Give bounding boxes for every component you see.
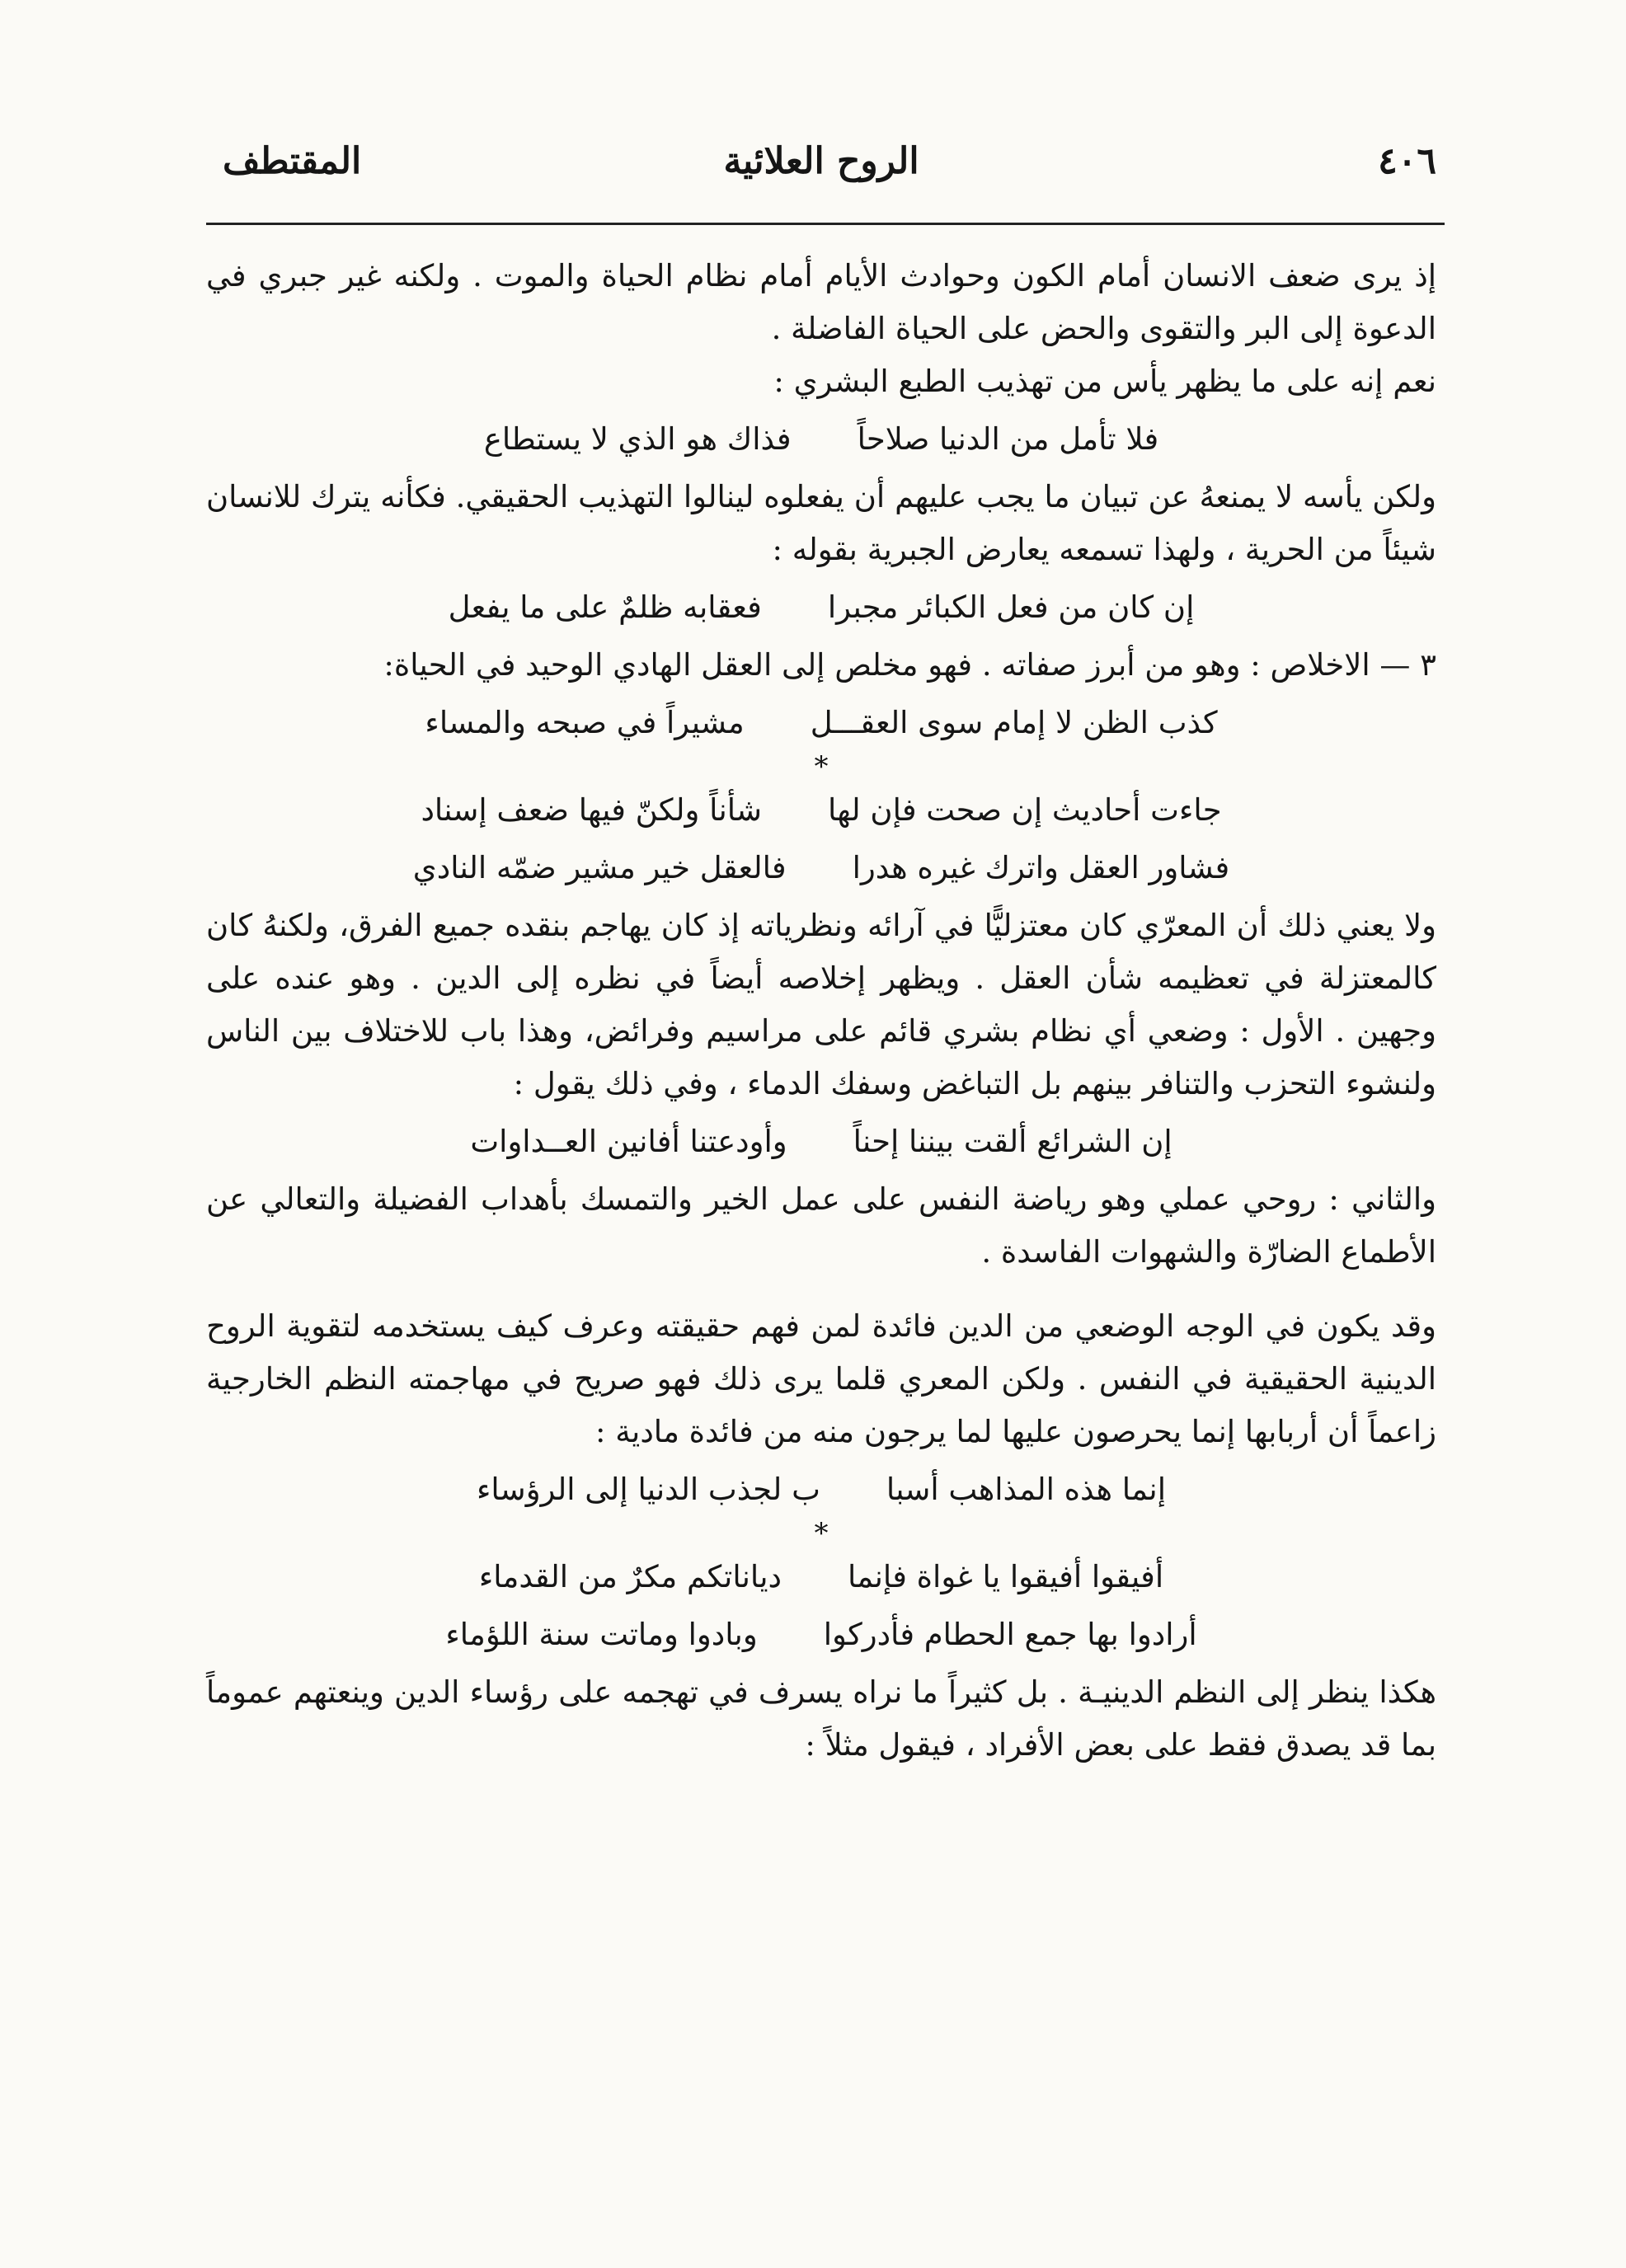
verse-line bbox=[206, 1551, 1436, 1604]
verse-second-hemistich: دياناتكم مكرٌ من القدماء bbox=[478, 1559, 782, 1594]
paragraph: هكذا ينظر إلى النظم الدينيـة . بل كثيراً ما نراه يسرف في تهجمه على رؤساء الدين وينعتهم عموماً بما قد يصدق فقط على بعض الأفراد ، فيقول مثلاً : bbox=[206, 1674, 1436, 1763]
paragraph: ولكن يأسه لا يمنعهُ عن تبيان ما يجب عليهم أن يفعلوه لينالوا التهذيب الحقيقي. فكأنه يترك للانسان شيئاً من الحرية ، ولهذا تسمعه يعارض الجبرية بقوله : bbox=[206, 479, 1436, 567]
verse-first-hemistich: كذب الظن لا إمام سوى العقـــل bbox=[810, 705, 1218, 740]
verse-line bbox=[206, 413, 1436, 466]
verse-first-hemistich: إن كان من فعل الكبائر مجبرا bbox=[827, 589, 1195, 625]
verse-second-hemistich: فعقابه ظلمٌ على ما يفعل bbox=[448, 589, 762, 625]
verse-first-hemistich: أفيقوا أفيقوا يا غواة فإنما bbox=[847, 1559, 1164, 1594]
verse-line bbox=[206, 1115, 1436, 1168]
page-number: ٤٠٦ bbox=[1378, 140, 1436, 182]
page-header bbox=[206, 124, 1436, 206]
verse-first-hemistich: إن الشرائع ألقت بيننا إحناً bbox=[853, 1124, 1173, 1159]
paragraph: ولا يعني ذلك أن المعرّي كان معتزليًّا في آرائه ونظرياته إذ كان يهاجم بنقده جميع الفرق، ولكنهُ كان كالمعتزلة في تعظيمه شأن العقل . ويظهر إخلاصه أيضاً في نظره إلى الدين . وهو عنده على وجهين . الأول : وضعي أي نظام بشري قائم على مراسيم وفرائض، وهذا باب للاختلاف بين الناس ولنشوء التحزب والتنافر بينهم بل التباغض وسفك الدماء ، وفي ذلك يقول : bbox=[206, 908, 1436, 1101]
article-body bbox=[206, 250, 1436, 1772]
verse-second-hemistich: فالعقل خير مشير ضمّه النادي bbox=[412, 850, 787, 885]
running-title: الروح العلائية bbox=[723, 140, 919, 182]
verse-first-hemistich: فشاور العقل واترك غيره هدرا bbox=[852, 850, 1230, 885]
journal-name: المقتطف bbox=[223, 140, 362, 182]
verse-second-hemistich: وأودعتنا أفانين العــداوات bbox=[470, 1124, 787, 1159]
paragraph: والثاني : روحي عملي وهو رياضة النفس على عمل الخير والتمسك بأهداب الفضيلة والتعالي عن الأطماع الضارّة والشهوات الفاسدة . bbox=[206, 1181, 1436, 1270]
verse-first-hemistich: أرادوا بها جمع الحطام فأدركوا bbox=[823, 1617, 1197, 1652]
verse-line bbox=[206, 1463, 1436, 1516]
verse-first-hemistich: جاءت أحاديث إن صحت فإن لها bbox=[828, 792, 1222, 828]
verse-line bbox=[206, 581, 1436, 634]
verse-second-hemistich: ب لجذب الدنيا إلى الرؤساء bbox=[477, 1472, 820, 1507]
verse-second-hemistich: شأناً ولكنّ فيها ضعف إسناد bbox=[421, 792, 763, 828]
verse-first-hemistich: فلا تأمل من الدنيا صلاحاً bbox=[857, 421, 1159, 457]
paragraph: إذ يرى ضعف الانسان أمام الكون وحوادث الأيام أمام نظام الحياة والموت . ولكنه غير جبري في الدعوة إلى البر والتقوى والحض على الحياة الفاضلة . bbox=[206, 258, 1436, 346]
verse-line bbox=[206, 697, 1436, 749]
paragraph: نعم إنه على ما يظهر يأس من تهذيب الطبع البشري : bbox=[773, 364, 1436, 399]
verse-first-hemistich: إنما هذه المذاهب أسبا bbox=[886, 1472, 1166, 1507]
verse-line bbox=[206, 1608, 1436, 1661]
section-separator: * bbox=[814, 1517, 829, 1550]
verse-second-hemistich: فذاك هو الذي لا يستطاع bbox=[483, 421, 792, 457]
verse-line bbox=[206, 842, 1436, 895]
paragraph: ٣ — الاخلاص : وهو من أبرز صفاته . فهو مخلص إلى العقل الهادي الوحيد في الحياة: bbox=[383, 647, 1436, 683]
paragraph: وقد يكون في الوجه الوضعي من الدين فائدة لمن فهم حقيقته وعرف كيف يستخدمه لتقوية الروح الدينية الحقيقية في النفس . ولكن المعري قلما يرى ذلك فهو صريح في مهاجمته النظم الخارجية زاعماً أن أربابها إنما يحرصون عليها لما يرجون منه من فائدة مادية : bbox=[206, 1308, 1436, 1449]
header-divider bbox=[206, 223, 1445, 225]
section-separator: * bbox=[814, 750, 829, 783]
verse-line bbox=[206, 784, 1436, 837]
verse-second-hemistich: وبادوا وماتت سنة اللؤماء bbox=[445, 1617, 758, 1652]
verse-second-hemistich: مشيراً في صبحه والمساء bbox=[425, 705, 745, 740]
